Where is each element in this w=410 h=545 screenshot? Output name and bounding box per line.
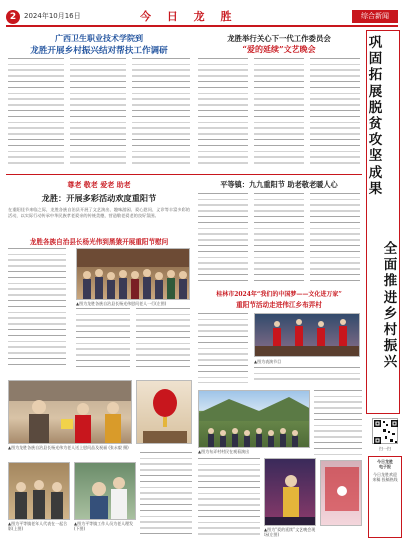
article-body-col2 xyxy=(254,193,304,281)
haircut-caption: ▲图为平等镇工作人员为老人理发(下图) xyxy=(74,521,134,531)
photo-caption: ▲图为龙胜各族自治县长杨光伟慰问老人一行(左图) xyxy=(76,301,167,306)
gift-illustration xyxy=(9,381,132,444)
elders-group-illustration xyxy=(9,463,70,520)
article-pingdeng-town xyxy=(196,177,362,285)
article-body-col2 xyxy=(70,58,126,168)
article-title-line1: 龙胜举行关心下一代工作委员会 xyxy=(227,34,331,43)
gala-photo xyxy=(264,458,316,526)
article-body-col1 xyxy=(198,58,248,168)
masthead: 今 日 龙 胜 xyxy=(140,10,238,23)
banner-line-2: 全面推进乡村振兴 xyxy=(383,241,398,371)
gift-photo-caption: ▲图为龙胜各族自治县长杨光伟为老人送上慰问品及祝福 (张永毅 摄) xyxy=(8,445,129,450)
footer-slogan-1: 今日龙胜 xyxy=(377,459,393,464)
issue-date: 2024年10月16日 xyxy=(24,12,81,20)
footer-slogan-3: 今日龙胜欢迎 xyxy=(373,472,397,477)
footer-slogan-2: 电子报 xyxy=(379,464,391,469)
article-lead: 在重阳佳节来临之际，龙胜各族自治县开展了文艺演出、趣味游园、爱心慰问、义诊等丰富多彩的活动，以实际行动传承中华民族孝老爱亲的传统美德，营造敬老爱老的良好氛围。 xyxy=(8,207,190,218)
lantern-illustration xyxy=(137,381,192,444)
lantern-photo xyxy=(136,380,192,444)
section-divider xyxy=(6,174,362,175)
article-body-col2 xyxy=(76,308,130,368)
article-body-col1 xyxy=(8,58,64,168)
banner-line-1: 巩固拓展脱贫攻坚成果 xyxy=(368,35,383,197)
gala-illustration xyxy=(265,459,316,526)
village-audience-caption: ▲图为布弄村村民在观看演出 xyxy=(198,449,250,454)
header-rule xyxy=(6,25,398,27)
article-county-head-visit xyxy=(6,232,192,380)
article-title-line2: 龙胜开展乡村振兴结对帮扶工作调研 xyxy=(30,46,168,56)
performance-caption: ▲图为表演节目 xyxy=(254,359,282,364)
article-title: 平等镇：九九重阳节 助老敬老暖人心 xyxy=(220,180,338,189)
article-title-line1: 广西卫生职业技术学院到 xyxy=(55,33,143,43)
gala-stage-illustration xyxy=(321,461,362,526)
article-body-col1 xyxy=(198,313,248,383)
bottom-left-body xyxy=(140,452,192,534)
page-number: 2 xyxy=(6,10,20,24)
article-title-line1: 桂林市2024年“我们的中国梦——文化进万家” xyxy=(216,291,342,298)
gala-stage-photo xyxy=(320,460,362,526)
article-title: 龙胜：开展多彩活动欢度重阳节 xyxy=(41,193,157,203)
crowd-illustration xyxy=(77,249,190,300)
footer-slogan xyxy=(368,456,402,538)
gift-giving-photo xyxy=(8,380,132,444)
article-body-col3 xyxy=(132,58,190,168)
article-body-col3 xyxy=(136,308,190,368)
article-love-continuation-gala xyxy=(196,31,362,171)
article-guangxi-health-college xyxy=(6,31,192,171)
article-kicker: 尊老 敬老 爱老 助老 xyxy=(67,180,131,189)
village-illustration xyxy=(199,391,310,448)
gala-caption: ▲图为“爱的延续”文艺晚会现场(左图) xyxy=(264,527,316,537)
article-title: 龙胜各族自治县长杨光伟到黑猿开展重阳节慰问 xyxy=(29,238,169,246)
article-body-col2 xyxy=(254,367,360,383)
qr-code-icon xyxy=(373,419,399,445)
page-header xyxy=(0,0,410,28)
haircut-photo xyxy=(74,462,136,520)
elders-group-photo xyxy=(8,462,70,520)
article-body-col1 xyxy=(198,193,248,281)
elders-visit-photo xyxy=(76,248,190,300)
article-body-col2 xyxy=(254,58,304,168)
article-body-col3 xyxy=(310,193,360,281)
qr-code[interactable] xyxy=(372,418,398,444)
article-title-line2: “爱的延续”文艺晚会 xyxy=(242,44,316,54)
article-body-col1 xyxy=(8,248,66,368)
village-audience-photo xyxy=(198,390,310,448)
article-guilin-culture-event xyxy=(196,287,362,387)
article-title-line2: 重阳节活动走进伟江乡布弄村 xyxy=(236,301,322,309)
article-body-col3 xyxy=(310,58,360,168)
stage-illustration xyxy=(255,314,360,357)
qr-label: 扫一扫 xyxy=(379,446,391,451)
footer-slogan-4: 来稿 投稿热线 xyxy=(372,477,398,482)
performance-photo xyxy=(254,313,360,357)
village-side-body xyxy=(314,390,362,456)
gala-body xyxy=(198,458,260,536)
elders-group-caption: ▲图为平等镇老年人代表在一起合影(上图) xyxy=(8,521,68,531)
slogan-banner xyxy=(366,30,400,414)
section-label: 综合新闻 xyxy=(352,10,398,23)
haircut-illustration xyxy=(75,463,136,520)
